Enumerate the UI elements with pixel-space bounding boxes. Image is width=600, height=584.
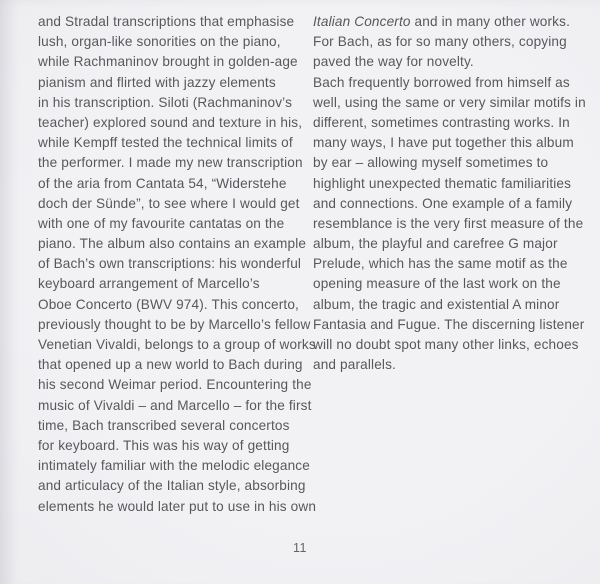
text-line: in his transcription. Siloti (Rachmaninov’s xyxy=(38,94,293,110)
text-line: different, sometimes contrasting works. In xyxy=(313,114,570,130)
left-column xyxy=(38,12,317,517)
right-column-lines xyxy=(313,32,586,375)
text-line: the performer. I made my new transcription xyxy=(38,155,303,171)
text-line: will no doubt spot many other links, echoes xyxy=(313,337,579,352)
text-line: Venetian Vivaldi, belongs to a group of works xyxy=(38,337,316,352)
text-line: music of Vivaldi – and Marcello – for the first xyxy=(38,397,312,413)
text-line: time, Bach transcribed several concertos xyxy=(38,417,290,433)
text-line: resemblance is the very first measure of the xyxy=(313,215,584,231)
right-column xyxy=(313,12,586,517)
text-line: Prelude, which has the same motif as the xyxy=(313,256,568,272)
text-line: with one of my favourite cantatas on the xyxy=(38,215,285,231)
text-line: keyboard arrangement of Marcello’s xyxy=(38,276,260,292)
text-line: and articulacy of the Italian style, absorbing xyxy=(38,478,306,494)
text-line: that opened up a new world to Bach during xyxy=(38,357,303,373)
text-line: lush, organ-like sonorities on the piano, xyxy=(38,34,281,50)
text-line: and Stradal transcriptions that emphasise xyxy=(38,14,295,29)
text-line: paved the way for novelty. xyxy=(313,54,474,70)
text-line: intimately familiar with the melodic elegance xyxy=(38,458,310,474)
text-line: highlight unexpected thematic familiarities xyxy=(313,175,572,191)
text-line: opening measure of the last work on the xyxy=(313,276,561,292)
text-line: while Rachmaninov brought in golden-age xyxy=(38,54,298,70)
text-line: by ear – allowing myself sometimes to xyxy=(313,155,549,171)
text-line: album, the tragic and existential A minor xyxy=(313,296,560,312)
text-line: doch der Sünde”, to see where I would get xyxy=(38,195,300,211)
text-line: For Bach, as for so many others, copying xyxy=(313,34,567,50)
text-line: Bach frequently borrowed from himself as xyxy=(313,74,570,90)
text-line: well, using the same or very similar motifs in xyxy=(313,94,586,110)
text-line: pianism and flirted with jazzy elements xyxy=(38,74,276,90)
text-line: Oboe Concerto (BWV 974). This concerto, xyxy=(38,296,299,312)
text-line: teacher) explored sound and texture in his, xyxy=(38,114,303,130)
text-line: and connections. One example of a family xyxy=(313,195,573,211)
text-line: for keyboard. This was his way of getting xyxy=(38,437,290,453)
text-line: album, the playful and carefree G major xyxy=(313,236,558,252)
work-title-italic: Italian Concerto xyxy=(313,14,411,29)
text-line: his second Weimar period. Encountering the xyxy=(38,377,312,393)
text-line: Fantasia and Fugue. The discerning listener xyxy=(313,316,585,332)
text-line: many ways, I have put together this album xyxy=(313,135,574,151)
text-line: elements he would later put to use in his own xyxy=(38,498,317,514)
text-line: of the aria from Cantata 54, “Widerstehe xyxy=(38,175,287,191)
text-line: and parallels. xyxy=(313,357,396,373)
text-line: piano. The album also contains an example xyxy=(38,236,307,252)
text-line: previously thought to be by Marcello’s fellow xyxy=(38,316,311,332)
first-line-rest: and in many other works. xyxy=(410,14,571,29)
text-line: while Kempff tested the technical limits of xyxy=(38,135,293,151)
text-line xyxy=(313,12,571,32)
page-number: 11 xyxy=(293,541,307,555)
text-line: of Bach’s own transcriptions: his wonderful xyxy=(38,256,302,272)
